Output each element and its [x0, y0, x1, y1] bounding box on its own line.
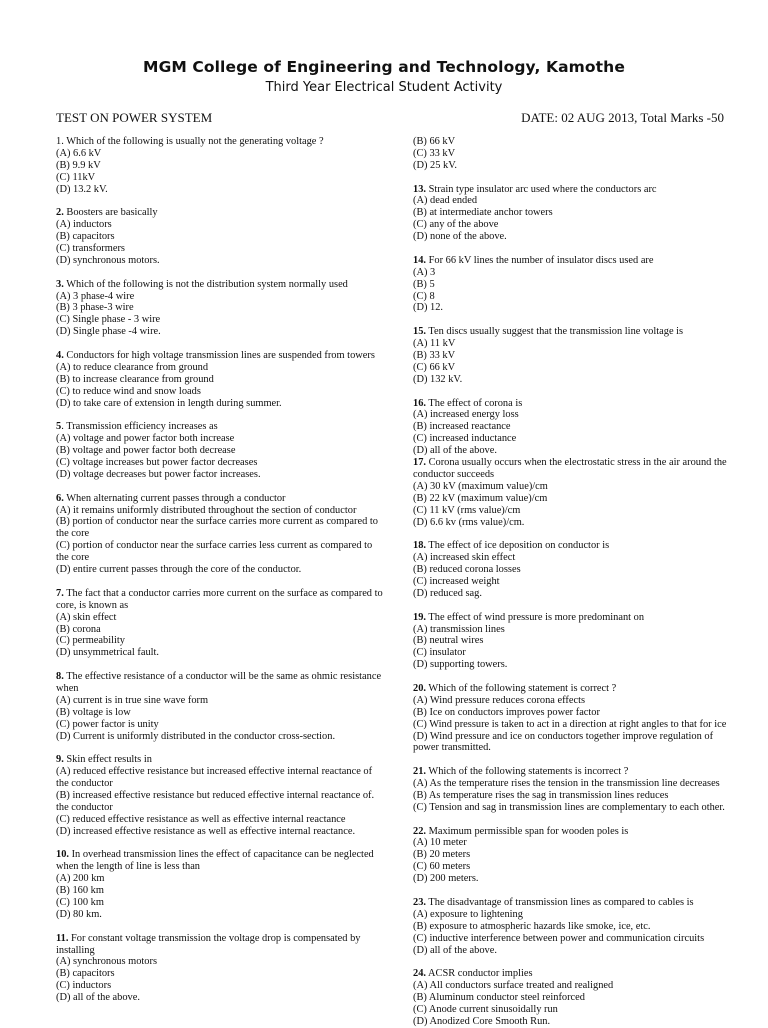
answer-option: (D) 200 meters. — [413, 873, 479, 885]
answer-option: (C) to reduce wind and snow loads — [56, 385, 201, 397]
answer-option: (C) insulator — [413, 647, 466, 659]
question-block — [413, 398, 733, 458]
answer-option: (C) 33 kV — [413, 147, 456, 159]
answer-option: (C) increased inductance — [413, 433, 517, 445]
answer-option: (D) entire current passes through the core of the conductor. — [56, 564, 302, 576]
answer-option: (C) Single phase - 3 wire — [56, 314, 161, 326]
answer-option: (D) to take care of extension in length during summer. — [56, 397, 282, 409]
answer-option: (C) 60 meters — [413, 861, 471, 873]
answer-option: (D) reduced sag. — [413, 587, 482, 599]
question-number: 3. — [56, 278, 64, 290]
answer-option: (B) 9.9 kV — [56, 159, 101, 171]
question-text: . Transmission efficiency increases as — [61, 421, 218, 433]
answer-option: (A) it remains uniformly distributed throughout the section of conductor — [56, 504, 357, 516]
question-stem — [413, 683, 733, 695]
question-number: 10. — [56, 849, 69, 861]
answer-option: (B) 20 meters — [413, 849, 471, 861]
answer-option: (D) 6.6 kv (rms value)/cm. — [413, 516, 525, 528]
answer-option: (C) increased weight — [413, 575, 500, 587]
question-stem — [413, 968, 733, 980]
question-text: The effective resistance of a conductor will be the same as ohmic resistance when — [56, 671, 382, 694]
answer-option: (B) corona — [56, 623, 101, 635]
test-title: TEST ON POWER SYSTEM — [56, 110, 213, 125]
question-number: 14. — [413, 254, 426, 266]
question-block — [56, 754, 386, 837]
answer-option: (A) Wind pressure reduces corona effects — [413, 694, 586, 706]
question-block — [56, 207, 386, 267]
answer-option: (B) capacitors — [56, 231, 115, 243]
question-number: 4. — [56, 349, 64, 361]
answer-option: (B) at intermediate anchor towers — [413, 207, 553, 219]
answer-option: (D) unsymmetrical fault. — [56, 647, 160, 659]
answer-option: (B) voltage and power factor both decrease — [56, 445, 236, 457]
question-text: When alternating current passes through a conductor — [63, 492, 286, 504]
answer-option: (A) skin effect — [56, 611, 117, 623]
answer-option: (A) increased energy loss — [413, 409, 519, 421]
answer-option: (B) capacitors — [56, 968, 115, 980]
answer-option: (A) 11 kV — [413, 338, 456, 350]
answer-option: (A) voltage and power factor both increase — [56, 433, 235, 445]
answer-option: (B) neutral wires — [413, 635, 484, 647]
answer-option: (C) 11 kV (rms value)/cm — [413, 504, 521, 516]
question-stem — [413, 826, 733, 838]
question-block — [413, 766, 733, 814]
answer-option: (A) inductors — [56, 219, 112, 231]
date-and-marks: DATE: 02 AUG 2013, Total Marks -50 — [521, 110, 724, 125]
question-text: The disadvantage of transmission lines as compared to cables is — [426, 896, 694, 908]
question-block — [413, 968, 733, 1028]
question-block — [413, 255, 733, 315]
answer-option: (B) As temperature rises the sag in transmission lines reduces — [413, 789, 669, 801]
answer-option: (A) 10 meter — [413, 837, 467, 849]
answer-option: (D) all of the above. — [413, 445, 497, 457]
answer-option: (A) dead ended — [413, 195, 478, 207]
answer-option: (B) 160 km — [56, 885, 104, 897]
answer-option: (C) 11kV — [56, 171, 96, 183]
question-number: 20. — [413, 682, 426, 694]
question-number: 9. — [56, 754, 64, 766]
question-text: For 66 kV lines the number of insulator discs used are — [426, 254, 654, 266]
question-text: Which of the following is usually not the generating voltage ? — [63, 136, 324, 147]
question-stem — [413, 766, 733, 778]
question-stem — [56, 279, 386, 291]
answer-option: (B) voltage is low — [56, 706, 131, 718]
question-stem — [56, 588, 386, 612]
answer-option: (D) none of the above. — [413, 231, 507, 243]
answer-option: (D) 13.2 kV. — [56, 183, 108, 195]
question-stem — [56, 754, 386, 766]
question-block — [413, 683, 733, 754]
answer-option: (A) 200 km — [56, 873, 105, 885]
answer-option: (B) 22 kV (maximum value)/cm — [413, 492, 548, 504]
question-stem — [413, 540, 733, 552]
answer-option: (A) synchronous motors — [56, 956, 158, 968]
question-text: Which of the following is not the distribution system normally used — [63, 278, 348, 290]
question-number: 19. — [413, 611, 426, 623]
answer-option: (D) 132 kV. — [413, 373, 463, 385]
answer-option: (D) increased effective resistance as well as effective internal reactance. — [56, 825, 356, 837]
question-number: 7. — [56, 587, 64, 599]
question-number: 11. — [56, 932, 69, 944]
question-block — [56, 421, 386, 481]
question-block — [413, 184, 733, 244]
question-number: 18. — [413, 540, 426, 552]
answer-option: (D) 80 km. — [56, 908, 102, 920]
question-block — [56, 350, 386, 410]
answer-option: (C) reduced effective resistance as well as effective internal reactance — [56, 813, 346, 825]
answer-option: (B) 5 — [413, 278, 435, 290]
question-text: The effect of ice deposition on conductor is — [426, 540, 610, 552]
question-stem — [413, 184, 733, 196]
answer-option: (C) permeability — [56, 635, 125, 647]
answer-option: (A) reduced effective resistance but increased effective internal reactance of the conductor — [56, 766, 373, 790]
answer-option: (C) 100 km — [56, 897, 104, 909]
questions-column-right — [413, 136, 733, 1028]
answer-option: (C) Wind pressure is taken to act in a direction at right angles to that for ice — [413, 718, 727, 730]
question-block — [56, 136, 386, 196]
question-text: Which of the following statement is correct ? — [426, 682, 617, 694]
answer-option: (A) increased skin effect — [413, 552, 516, 564]
answer-option: (D) Single phase -4 wire. — [56, 326, 161, 338]
question-stem — [56, 207, 386, 219]
question-stem — [56, 933, 386, 957]
question-text: The fact that a conductor carries more current on the surface as compared to core, is known as — [56, 587, 383, 611]
answer-option: (B) 3 phase-3 wire — [56, 302, 134, 314]
answer-option: (B) Ice on conductors improves power factor — [413, 706, 600, 718]
question-text: Boosters are basically — [63, 207, 158, 219]
question-stem — [413, 612, 733, 624]
answer-option: (B) to increase clearance from ground — [56, 373, 214, 385]
question-block — [413, 612, 733, 672]
answer-option: (A) exposure to lightening — [413, 908, 523, 920]
question-number: 17. — [413, 457, 426, 469]
question-text: Which of the following statements is incorrect ? — [426, 766, 629, 778]
questions-column-left — [56, 136, 386, 1004]
question-block — [413, 826, 733, 886]
question-block — [56, 933, 386, 1004]
question-stem — [56, 671, 386, 695]
question-text: For constant voltage transmission the voltage drop is compensated by installing — [56, 932, 361, 956]
answer-option: (C) Tension and sag in transmission lines are complementary to each other. — [413, 801, 725, 813]
question-stem — [56, 350, 386, 362]
question-block — [56, 849, 386, 920]
question-number: 24. — [413, 968, 426, 980]
answer-option: (B) reduced corona losses — [413, 564, 521, 576]
question-text: Strain type insulator arc used where the conductors arc — [426, 183, 657, 195]
answer-option: (C) inductive interference between power and communication circuits — [413, 932, 705, 944]
question-number: 6. — [56, 492, 64, 504]
question-number: 8. — [56, 671, 64, 683]
question-stem — [56, 849, 386, 873]
college-title: MGM College of Engineering and Technology, Kamothe — [143, 58, 625, 76]
question-block — [413, 326, 733, 386]
answer-option: (C) transformers — [56, 243, 125, 255]
question-stem — [413, 398, 733, 410]
answer-option: (D) Anodized Core Smooth Run. — [413, 1015, 551, 1027]
answer-option: (A) 3 phase-4 wire — [56, 290, 135, 302]
answer-option: (B) portion of conductor near the surface carries more current as compared to the core — [56, 516, 378, 540]
question-number: 21. — [413, 766, 426, 778]
answer-option: (C) 66 kV — [413, 361, 456, 373]
question-stem — [56, 421, 386, 433]
question-block — [413, 136, 733, 172]
answer-option: (A) transmission lines — [413, 623, 505, 635]
question-block — [413, 540, 733, 600]
answer-option: (C) power factor is unity — [56, 718, 159, 730]
question-text: Corona usually occurs when the electrostatic stress in the air around the conductor succeeds — [413, 457, 727, 480]
answer-option: (D) Wind pressure and ice on conductors together improve regulation of power transmitted. — [413, 730, 714, 754]
question-number: 16. — [413, 397, 426, 409]
question-text: Maximum permissible span for wooden poles is — [426, 825, 629, 837]
answer-option: (D) supporting towers. — [413, 659, 508, 671]
question-number: 15. — [413, 326, 426, 338]
question-block — [413, 457, 733, 528]
answer-option: (B) increased effective resistance but reduced effective internal reactance of. the conductor — [56, 789, 375, 813]
question-stem — [413, 457, 733, 481]
question-text: ACSR conductor implies — [426, 968, 533, 980]
question-stem — [413, 897, 733, 909]
answer-option: (C) inductors — [56, 980, 112, 992]
answer-option: (A) As the temperature rises the tension in the transmission line decreases — [413, 778, 720, 790]
answer-option: (B) exposure to atmospheric hazards like smoke, ice, etc. — [413, 920, 651, 932]
question-stem — [56, 493, 386, 505]
answer-option: (A) current is in true sine wave form — [56, 694, 209, 706]
question-text: The effect of corona is — [426, 397, 523, 409]
question-number: 5 — [56, 421, 62, 433]
answer-option: (D) 12. — [413, 302, 444, 314]
answer-option: (D) all of the above. — [56, 992, 140, 1004]
answer-option: (A) 6.6 kV — [56, 147, 102, 159]
question-block — [56, 671, 386, 742]
answer-option: (D) Current is uniformly distributed in the conductor cross-section. — [56, 730, 336, 742]
activity-subtitle: Third Year Electrical Student Activity — [265, 80, 503, 95]
question-stem — [56, 136, 386, 148]
answer-option: (C) voltage increases but power factor decreases — [56, 457, 258, 469]
question-block — [56, 588, 386, 659]
question-stem — [413, 255, 733, 267]
answer-option: (D) voltage decreases but power factor increases. — [56, 468, 261, 480]
answer-option: (B) 33 kV — [413, 349, 456, 361]
question-block — [56, 279, 386, 339]
answer-option: (C) any of the above — [413, 219, 499, 231]
question-text: Conductors for high voltage transmission lines are suspended from towers — [63, 349, 375, 361]
question-number: 22. — [413, 825, 426, 837]
question-stem — [413, 326, 733, 338]
answer-option: (A) 30 kV (maximum value)/cm — [413, 480, 548, 492]
answer-option: (A) to reduce clearance from ground — [56, 361, 209, 373]
question-text: Skin effect results in — [63, 754, 152, 766]
question-number: 2. — [56, 207, 64, 219]
answer-option: (B) increased reactance — [413, 421, 511, 433]
question-number: 13. — [413, 183, 426, 195]
answer-option: (D) 25 kV. — [413, 159, 457, 171]
answer-option: (C) Anode current sinusoidally run — [413, 1003, 558, 1015]
question-block — [56, 493, 386, 576]
question-block — [413, 897, 733, 957]
question-text: The effect of wind pressure is more predominant on — [426, 611, 645, 623]
answer-option: (A) 3 — [413, 266, 436, 278]
question-text: Ten discs usually suggest that the transmission line voltage is — [426, 326, 684, 338]
answer-option: (C) portion of conductor near the surface carries less current as compared to the core — [56, 540, 373, 564]
question-number: 1. — [56, 136, 64, 147]
answer-option: (D) synchronous motors. — [56, 254, 160, 266]
question-text: In overhead transmission lines the effect of capacitance can be neglected when the length of line is less than — [56, 849, 374, 873]
question-number: 23. — [413, 896, 426, 908]
answer-option: (D) all of the above. — [413, 944, 497, 956]
answer-option: (A) All conductors surface treated and realigned — [413, 980, 614, 992]
answer-option: (B) 66 kV — [413, 136, 456, 147]
answer-option: (C) 8 — [413, 290, 435, 302]
answer-option: (B) Aluminum conductor steel reinforced — [413, 992, 585, 1004]
